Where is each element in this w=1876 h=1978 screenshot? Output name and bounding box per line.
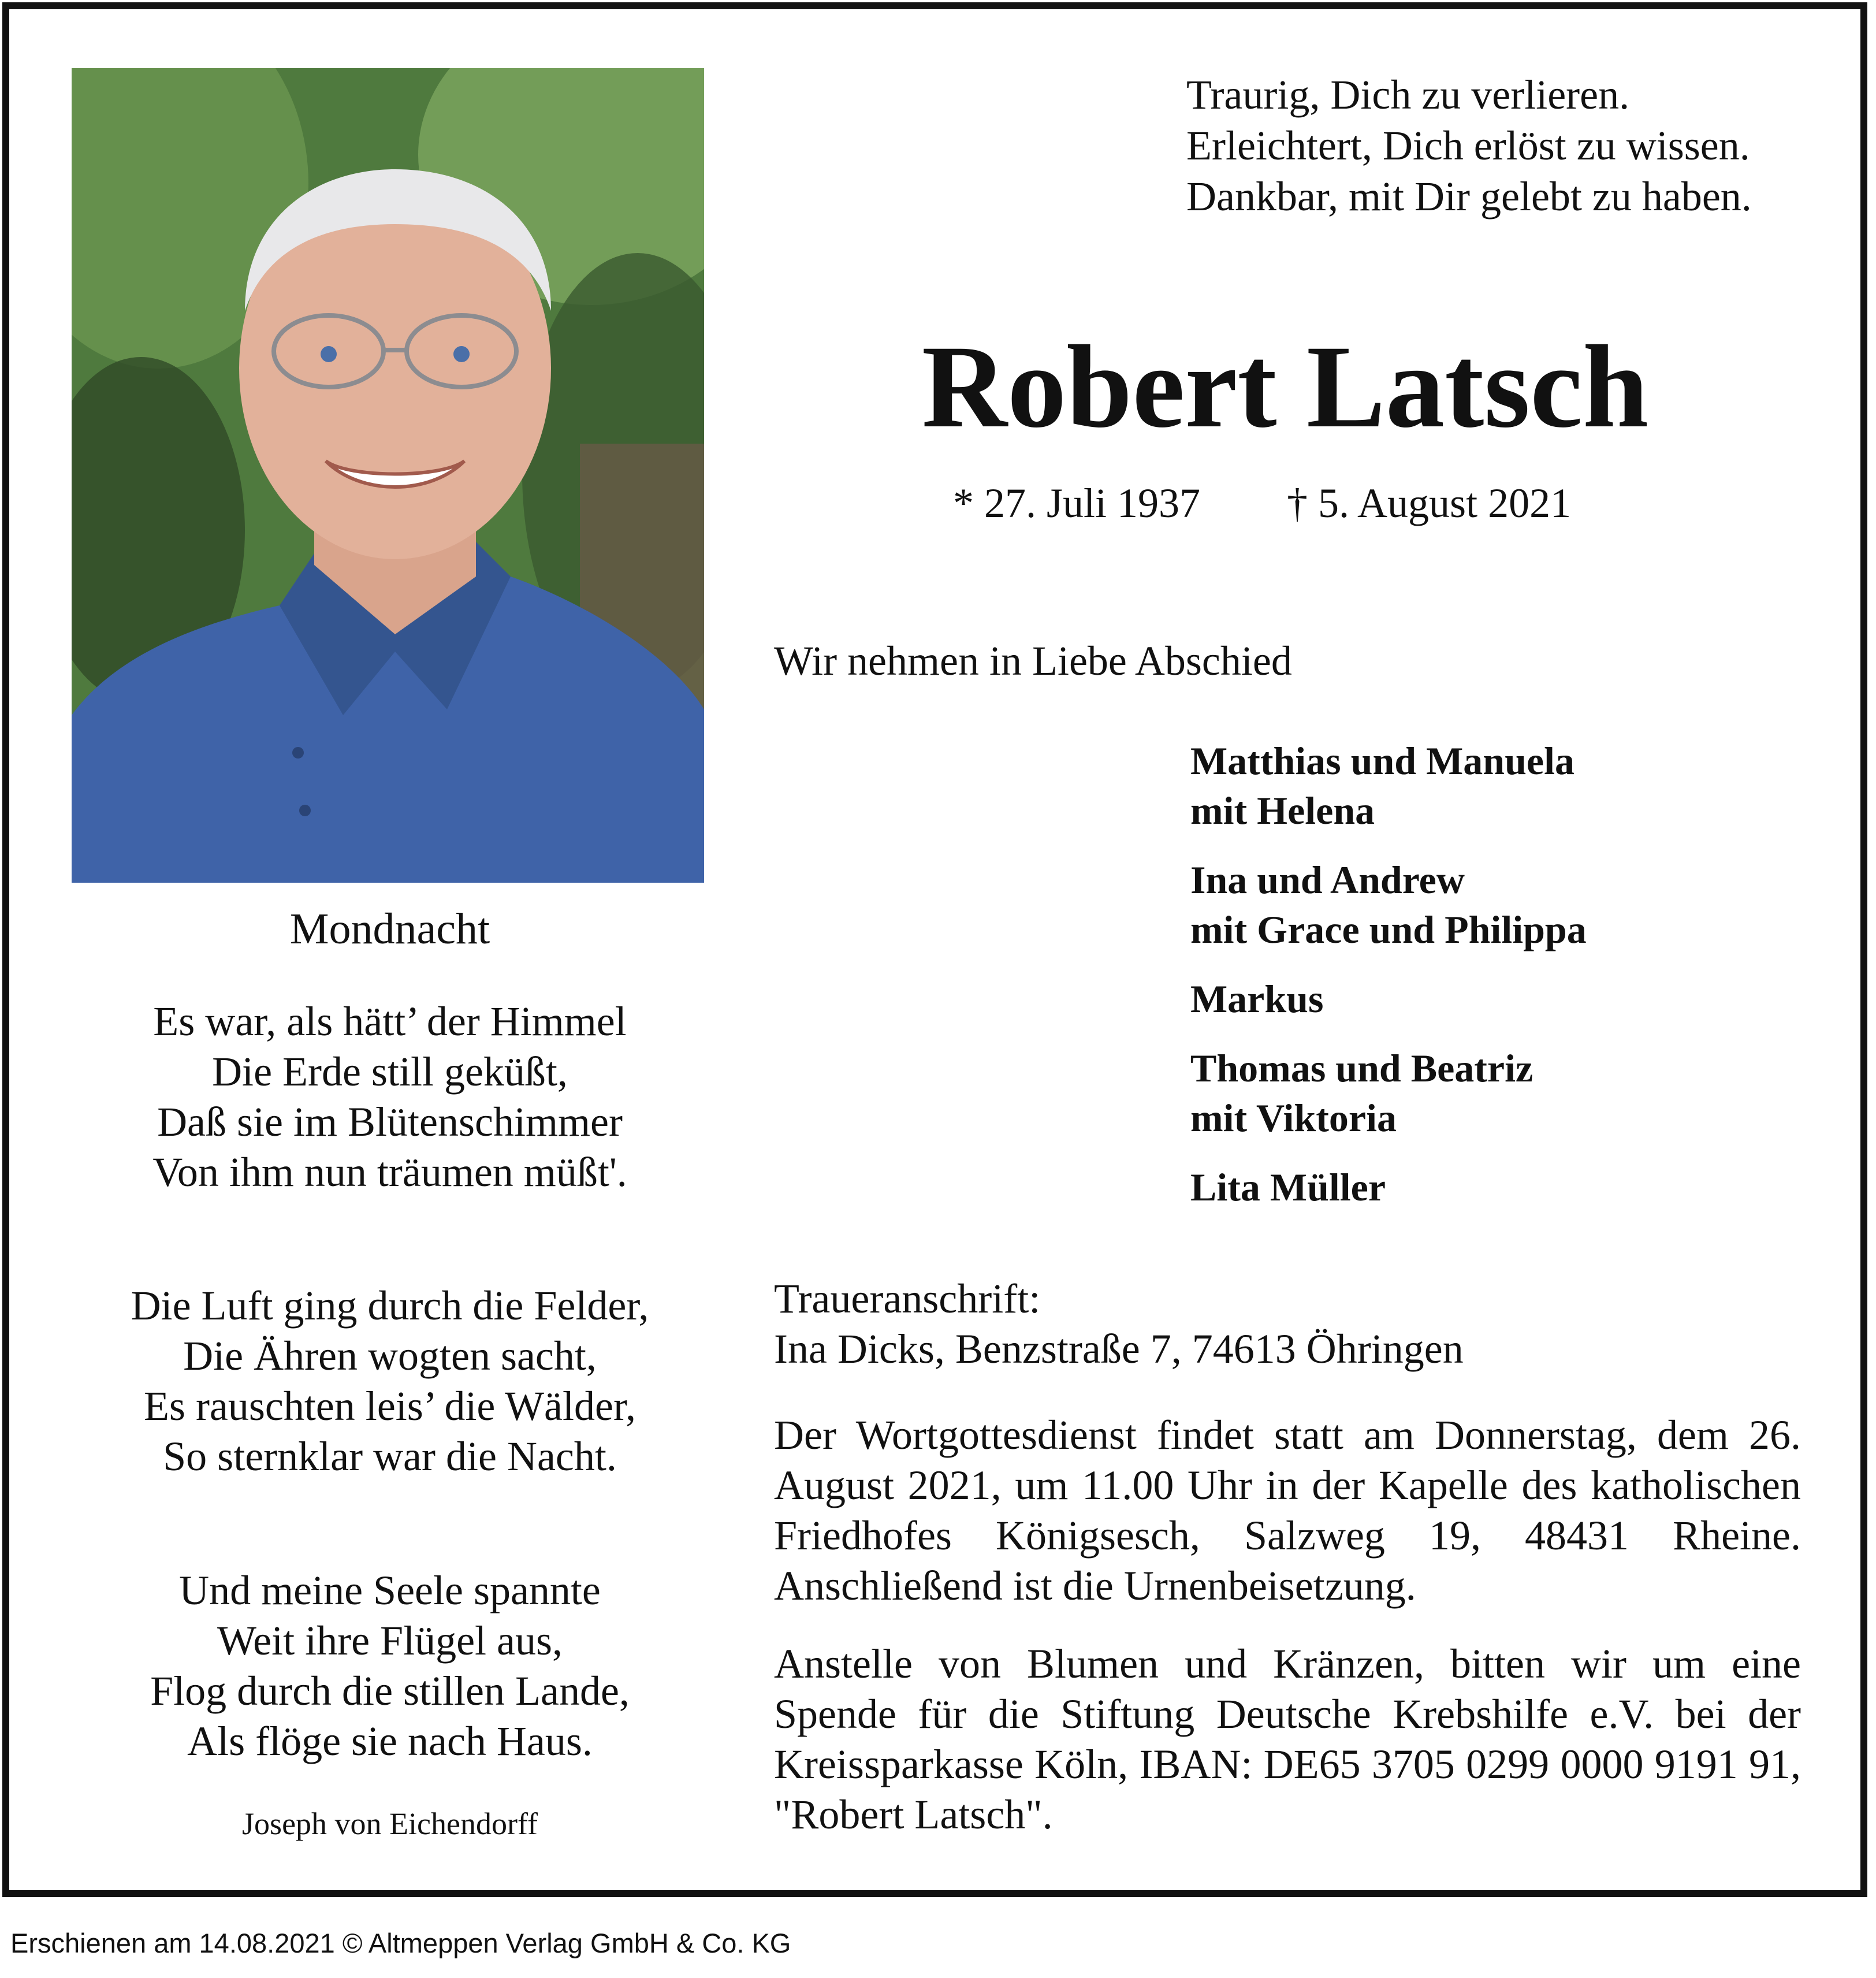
family-line: mit Helena: [1190, 789, 1375, 832]
family-group: [1190, 736, 1587, 835]
poem-line: Und meine Seele spannte: [179, 1567, 601, 1613]
poem-line: Daß sie im Blütenschimmer: [157, 1099, 623, 1145]
family-line: mit Grace und Philippa: [1190, 908, 1587, 951]
address-line: Ina Dicks, Benzstraße 7, 74613 Öhringen: [774, 1326, 1464, 1372]
family-line: mit Viktoria: [1190, 1096, 1397, 1140]
poem-line: Die Erde still geküßt,: [212, 1049, 568, 1095]
portrait-photo: [72, 68, 704, 883]
poem-author: Joseph von Eichendorff: [242, 1806, 538, 1841]
family-list: [1190, 736, 1587, 1232]
service-paragraph: Der Wortgottesdienst findet statt am Donnerstag, dem 26. August 2021, um 11.00 Uhr in der Kapelle des katholischen Friedhofes Königsesch, Salzweg 19, 48431 Rheine. Anschließend ist die Urnenbeisetzung.: [774, 1412, 1801, 1609]
poem-stanza-2: [46, 1281, 734, 1482]
poem-stanza-1: [46, 997, 734, 1198]
motto-line: Traurig, Dich zu verlieren.: [1186, 72, 1630, 118]
family-line: Matthias und Manuela: [1190, 739, 1574, 783]
address-label: Traueranschrift:: [774, 1276, 1041, 1322]
death-date: † 5. August 2021: [1287, 480, 1572, 526]
poem-stanza-3: [46, 1566, 734, 1767]
poem-line: Weit ihre Flügel aus,: [217, 1618, 563, 1664]
family-line: Ina und Andrew: [1190, 858, 1465, 902]
motto: [1186, 69, 1752, 222]
family-group: [1190, 974, 1587, 1024]
family-line: Thomas und Beatriz: [1190, 1046, 1533, 1090]
poem-line: Es rauschten leis’ die Wälder,: [143, 1383, 636, 1429]
poem-line: Die Luft ging durch die Felder,: [131, 1282, 649, 1329]
poem-line: Es war, als hätt’ der Himmel: [153, 998, 627, 1044]
mourning-address: [774, 1274, 1464, 1374]
poem-line: Als flöge sie nach Haus.: [187, 1718, 593, 1764]
family-line: Lita Müller: [1190, 1165, 1386, 1209]
family-group: [1190, 1162, 1587, 1212]
poem-line: So sternklar war die Nacht.: [163, 1433, 617, 1479]
deceased-name: Robert Latsch: [921, 321, 1649, 452]
donation-paragraph: Anstelle von Blumen und Kränzen, bitten wir um eine Spende für die Stiftung Deutsche Krebshilfe e.V. bei der Kreissparkasse Köln, IBAN: DE65 3705 0299 0000 9191 91, "Robert Latsch".: [774, 1641, 1801, 1838]
family-group: [1190, 855, 1587, 954]
motto-line: Dankbar, mit Dir gelebt zu haben.: [1186, 173, 1752, 220]
motto-line: Erleichtert, Dich erlöst zu wissen.: [1186, 122, 1750, 169]
poem-line: Flog durch die stillen Lande,: [150, 1668, 630, 1714]
poem-title: Mondnacht: [289, 905, 490, 953]
poem-line: Die Ähren wogten sacht,: [183, 1333, 597, 1379]
family-line: Markus: [1190, 977, 1324, 1021]
poem-line: Von ihm nun träumen müßt'.: [152, 1149, 627, 1195]
publication-footer: Erschienen am 14.08.2021 © Altmeppen Verlag GmbH & Co. KG: [10, 1928, 791, 1958]
birth-date: * 27. Juli 1937: [953, 480, 1201, 526]
family-group: [1190, 1043, 1587, 1143]
life-dates: [953, 479, 1571, 527]
farewell-text: Wir nehmen in Liebe Abschied: [774, 638, 1292, 684]
